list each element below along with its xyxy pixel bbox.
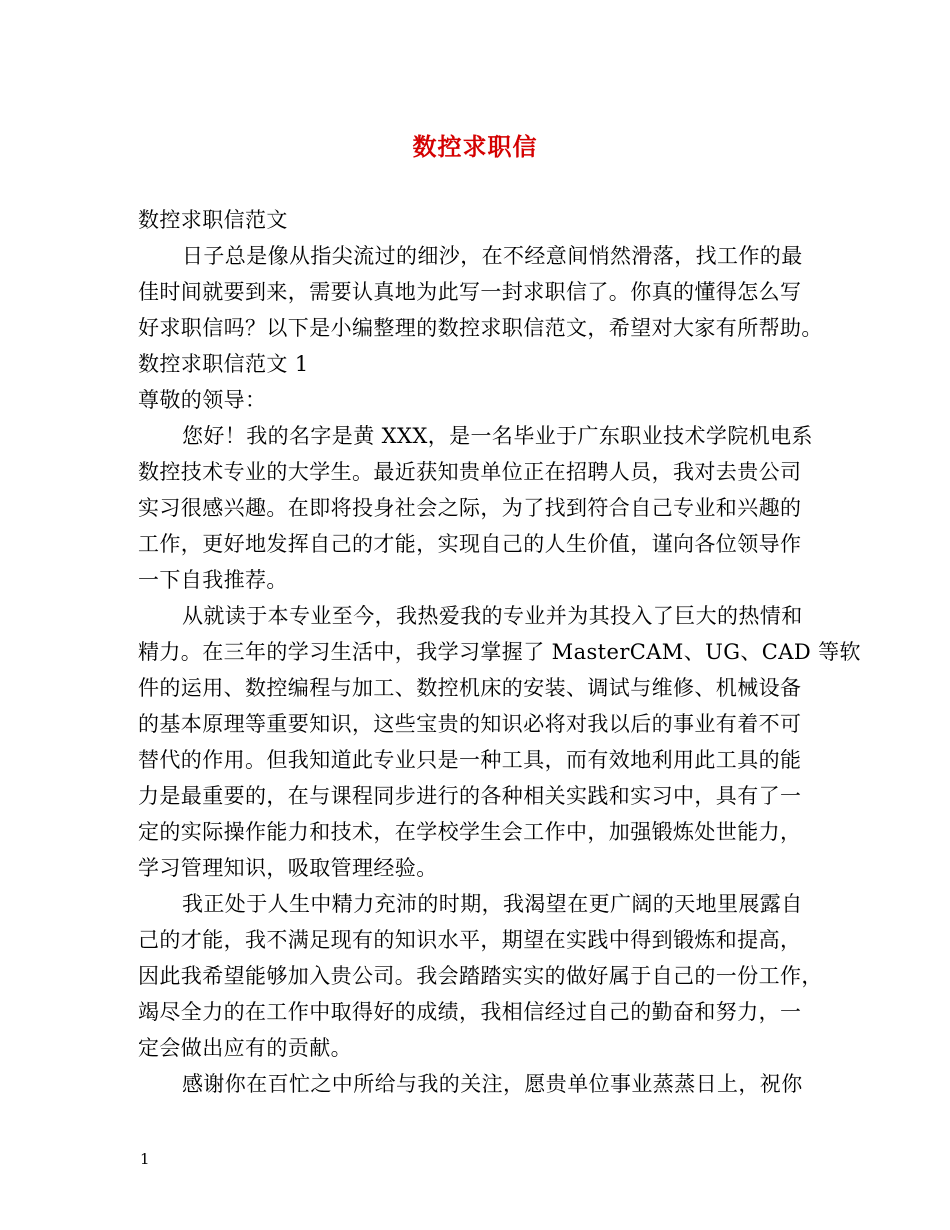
body-text-line: 精力。在三年的学习生活中，我学习掌握了 MasterCAM、UG、CAD 等软 [138, 640, 861, 664]
body-text-line: 实习很感兴趣。在即将投身社会之际，为了找到符合自己专业和兴趣的 [138, 496, 802, 520]
body-text-line: 一下自我推荐。 [138, 568, 288, 592]
body-text-line: 定的实际操作能力和技术，在学校学生会工作中，加强锻炼处世能力， [138, 820, 802, 844]
document-title: 数控求职信 [412, 132, 538, 161]
body-text-line: 己的才能，我不满足现有的知识水平，期望在实践中得到锻炼和提高， [138, 928, 802, 952]
page-number: 1 [140, 1150, 150, 1168]
body-text-line: 从就读于本专业至今，我热爱我的专业并为其投入了巨大的热情和 [182, 604, 803, 628]
body-text-line: 数控求职信范文 1 [138, 352, 309, 376]
body-text-line: 件的运用、数控编程与加工、数控机床的安装、调试与维修、机械设备 [138, 676, 802, 700]
body-text-line: 力是最重要的，在与课程同步进行的各种相关实践和实习中，具有了一 [138, 784, 802, 808]
body-text-line: 日子总是像从指尖流过的细沙，在不经意间悄然滑落，找工作的最 [182, 244, 803, 268]
body-text-line: 因此我希望能够加入贵公司。我会踏踏实实的做好属于自己的一份工作， [138, 964, 823, 988]
body-text-line: 佳时间就要到来，需要认真地为此写一封求职信了。你真的懂得怎么写 [138, 280, 802, 304]
body-text-line: 的基本原理等重要知识，这些宝贵的知识必将对我以后的事业有着不可 [138, 712, 802, 736]
body-text-line: 尊敬的领导： [138, 388, 267, 412]
document-body [138, 202, 861, 1102]
body-text-line: 定会做出应有的贡献。 [138, 1036, 352, 1060]
body-text-line: 您好！我的名字是黄 XXX，是一名毕业于广东职业技术学院机电系 [182, 424, 813, 448]
body-text-line: 竭尽全力的在工作中取得好的成绩，我相信经过自己的勤奋和努力，一 [138, 1000, 802, 1024]
body-text-line: 感谢你在百忙之中所给与我的关注，愿贵单位事业蒸蒸日上，祝你 [182, 1072, 803, 1096]
body-text-line: 数控求职信范文 [138, 208, 288, 232]
body-text-line: 学习管理知识，吸取管理经验。 [138, 856, 438, 880]
body-text-line: 我正处于人生中精力充沛的时期，我渴望在更广阔的天地里展露自 [182, 892, 803, 916]
body-text-line: 好求职信吗？以下是小编整理的数控求职信范文，希望对大家有所帮助。 [138, 316, 823, 340]
body-text-line: 替代的作用。但我知道此专业只是一种工具，而有效地利用此工具的能 [138, 748, 802, 772]
body-text-line: 数控技术专业的大学生。最近获知贵单位正在招聘人员，我对去贵公司 [138, 460, 802, 484]
body-text-line: 工作，更好地发挥自己的才能，实现自己的人生价值，谨向各位领导作 [138, 532, 802, 556]
